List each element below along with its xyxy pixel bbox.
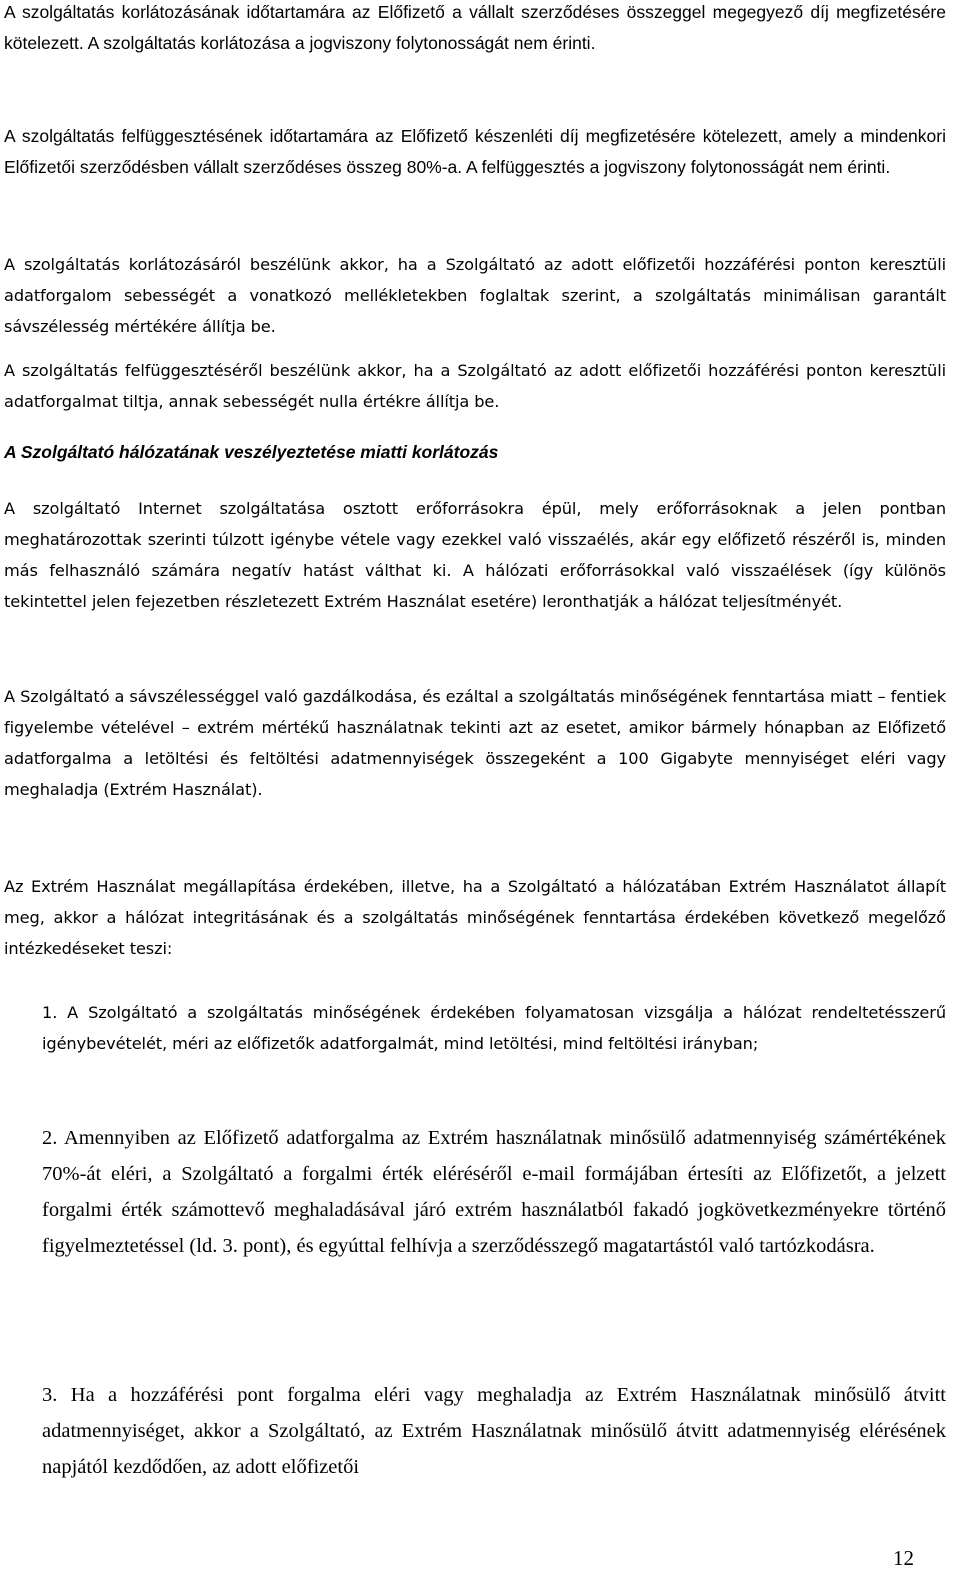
paragraph-shared-resources: A szolgáltató Internet szolgáltatása osztott erőforrásokra épül, mely erőforrásoknak a jelen pontban meghatározottak szerinti túlzott igénybe vétele vagy ezekkel való visszaélés, akár egy előfizető részéről is, minden más felhasználó számára negatív hatást válthat ki. A hálózati erőforrásokkal való visszaélések (így különös tekintettel jelen fejezetben részletezett Extrém Használat esetére) leronthatják a hálózat teljesítményét.: [4, 499, 946, 611]
paragraph-suspension-fee: A szolgáltatás felfüggesztésének időtartamára az Előfizető készenléti díj megfizetésére kötelezett, amely a mindenkori Előfizetői szerződésben vállalt szerződéses összeg 80%-a. A felfüggesztés a jogviszony folytonosságát nem érinti.: [4, 126, 946, 177]
section-heading: A Szolgáltató hálózatának veszélyeztetése miatti korlátozás: [4, 442, 499, 462]
page-number: 12: [893, 1546, 914, 1570]
paragraph-restriction-fee: A szolgáltatás korlátozásának időtartamára az Előfizető a vállalt szerződéses összeggel megegyező díj megfizetésére kötelezett. A szolgáltatás korlátozása a jogviszony folytonosságát nem érinti.: [4, 2, 946, 53]
list-item-3: 3. Ha a hozzáférési pont forgalma eléri vagy meghaladja az Extrém Használatnak minősülő átvitt adatmennyiséget, akkor a Szolgáltató, az Extrém Használatnak minősülő átvitt adatmennyiség elérésének napjától kezdődően, az adott előfizetői: [42, 1384, 946, 1478]
list-item-2: 2. Amennyiben az Előfizető adatforgalma az Extrém használatnak minősülő adatmennyiség számértékének 70%-át eléri, a Szolgáltató a forgalmi érték eléréséről e-mail formájában értesíti az Előfizetőt, a jelzett forgalmi érték számottevő meghaladásával járó extrém használatból fakadó jogkövetkezményekre történő figyelmeztetéssel (ld. 3. pont), és egyúttal felhívja a szerződésszegő magatartástól való tartózkodásra.: [42, 1127, 946, 1257]
paragraph-preventive-measures: Az Extrém Használat megállapítása érdekében, illetve, ha a Szolgáltató a hálózatában Extrém Használatot állapít meg, akkor a hálózat integritásának és a szolgáltatás minőségének fenntartása érdekében következő megelőző intézkedéseket teszi:: [4, 877, 946, 958]
paragraph-suspension-definition: A szolgáltatás felfüggesztéséről beszélünk akkor, ha a Szolgáltató az adott előfizetői hozzáférési ponton keresztüli adatforgalmat tiltja, annak sebességét nulla értékre állítja be.: [4, 361, 946, 411]
list-item-1: 1. A Szolgáltató a szolgáltatás minőségének érdekében folyamatosan vizsgálja a hálózat rendeltetésszerű igénybevételét, méri az előfizetők adatforgalmát, mind letöltési, mind feltöltési irányban;: [42, 1003, 946, 1053]
paragraph-restriction-definition: A szolgáltatás korlátozásáról beszélünk akkor, ha a Szolgáltató az adott előfizetői hozzáférési ponton keresztüli adatforgalom sebességét a vonatkozó mellékletekben foglaltak szerint, a szolgáltatás minimálisan garantált sávszélesség mértékére állítja be.: [4, 255, 946, 336]
paragraph-extreme-usage-definition: A Szolgáltató a sávszélességgel való gazdálkodása, és ezáltal a szolgáltatás minőségének fenntartása miatt – fentiek figyelembe vételével – extrém mértékű használatnak tekinti azt az esetet, amikor bármely hónapban az Előfizető adatforgalma a letöltési és feltöltési adatmennyiségek összegeként a 100 Gigabyte mennyiséget eléri vagy meghaladja (Extrém Használat).: [4, 687, 946, 799]
